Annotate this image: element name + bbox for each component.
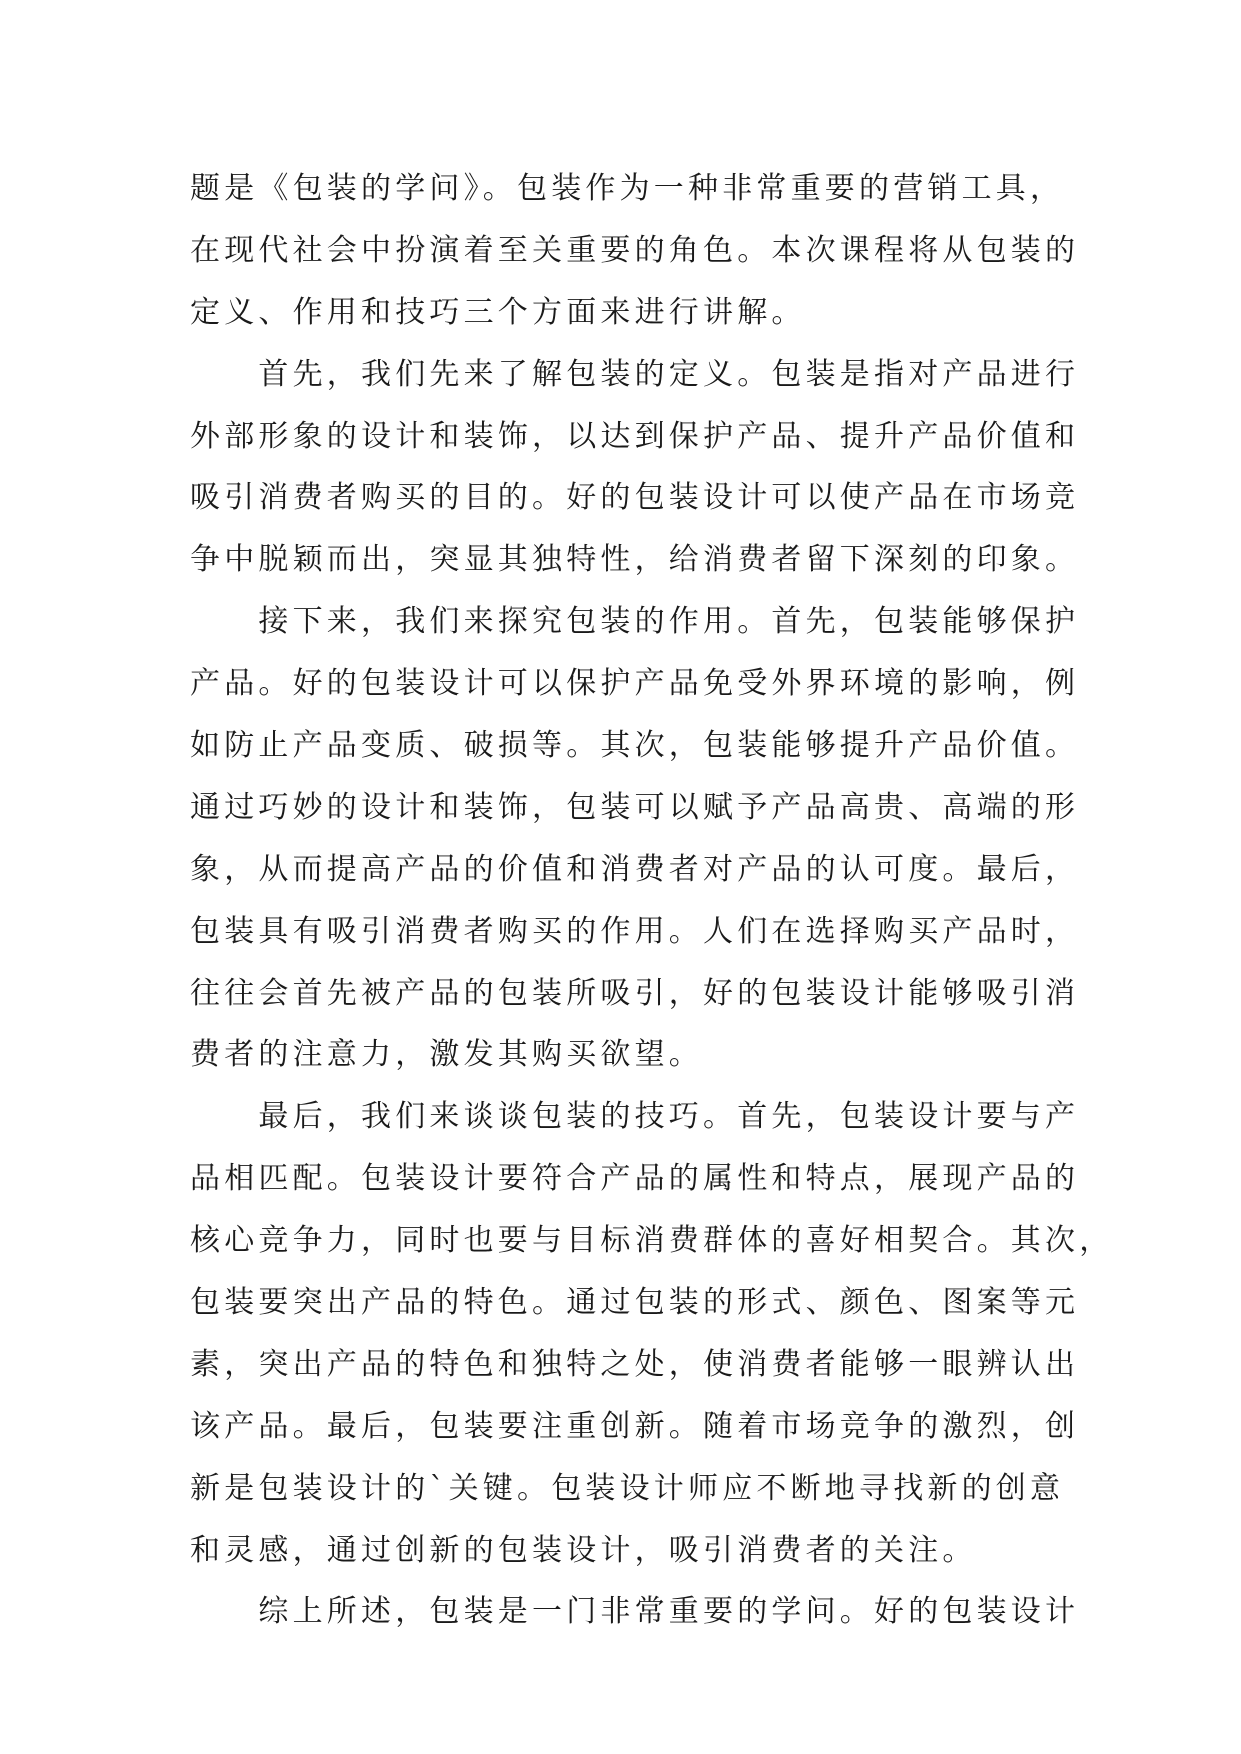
text-line: 该产品。最后，包装要注重创新。随着市场竞争的激烈，创 — [190, 1408, 1080, 1444]
text-line: 品相匹配。包装设计要符合产品的属性和特点，展现产品的 — [190, 1161, 1080, 1197]
text-line: 往往会首先被产品的包装所吸引，好的包装设计能够吸引消 — [190, 975, 1080, 1011]
text-line: 素，突出产品的特色和独特之处，使消费者能够一眼辨认出 — [190, 1346, 1080, 1382]
body-text — [190, 158, 1114, 1643]
text-line: 包装要突出产品的特色。通过包装的形式、颜色、图案等元 — [190, 1285, 1080, 1321]
text-line: 通过巧妙的设计和装饰，包装可以赋予产品高贵、高端的形 — [190, 789, 1080, 825]
text-line: 首先，我们先来了解包装的定义。包装是指对产品进行 — [190, 356, 1080, 392]
text-line: 争中脱颖而出，突显其独特性，给消费者留下深刻的印象。 — [190, 542, 1080, 578]
text-line: 外部形象的设计和装饰，以达到保护产品、提升产品价值和 — [190, 418, 1080, 454]
text-line: 题是《包装的学问》。包装作为一种非常重要的营销工具， — [190, 171, 1065, 206]
text-line: 定义、作用和技巧三个方面来进行讲解。 — [190, 294, 806, 330]
text-line: 和灵感，通过创新的包装设计，吸引消费者的关注。 — [190, 1532, 977, 1568]
text-line: 象，从而提高产品的价值和消费者对产品的认可度。最后， — [190, 851, 1080, 887]
text-line: 费者的注意力，激发其购买欲望。 — [190, 1037, 703, 1073]
text-line: 接下来，我们来探究包装的作用。首先，包装能够保护 — [190, 604, 1080, 640]
text-line: 包装具有吸引消费者购买的作用。人们在选择购买产品时， — [190, 913, 1080, 949]
text-line: 综上所述，包装是一门非常重要的学问。好的包装设计 — [190, 1594, 1080, 1630]
text-line: 如防止产品变质、破损等。其次，包装能够提升产品价值。 — [190, 728, 1080, 764]
text-line: 最后，我们来谈谈包装的技巧。首先，包装设计要与产 — [190, 1099, 1080, 1135]
text-line: 在现代社会中扮演着至关重要的角色。本次课程将从包装的 — [190, 232, 1080, 268]
text-line: 新是包装设计的`关键。包装设计师应不断地寻找新的创意 — [190, 1470, 1065, 1506]
text-line: 吸引消费者购买的目的。好的包装设计可以使产品在市场竞 — [190, 480, 1080, 516]
text-line: 核心竞争力，同时也要与目标消费群体的喜好相契合。其次， — [190, 1223, 1114, 1259]
text-line: 产品。好的包装设计可以保护产品免受外界环境的影响，例 — [190, 666, 1080, 702]
